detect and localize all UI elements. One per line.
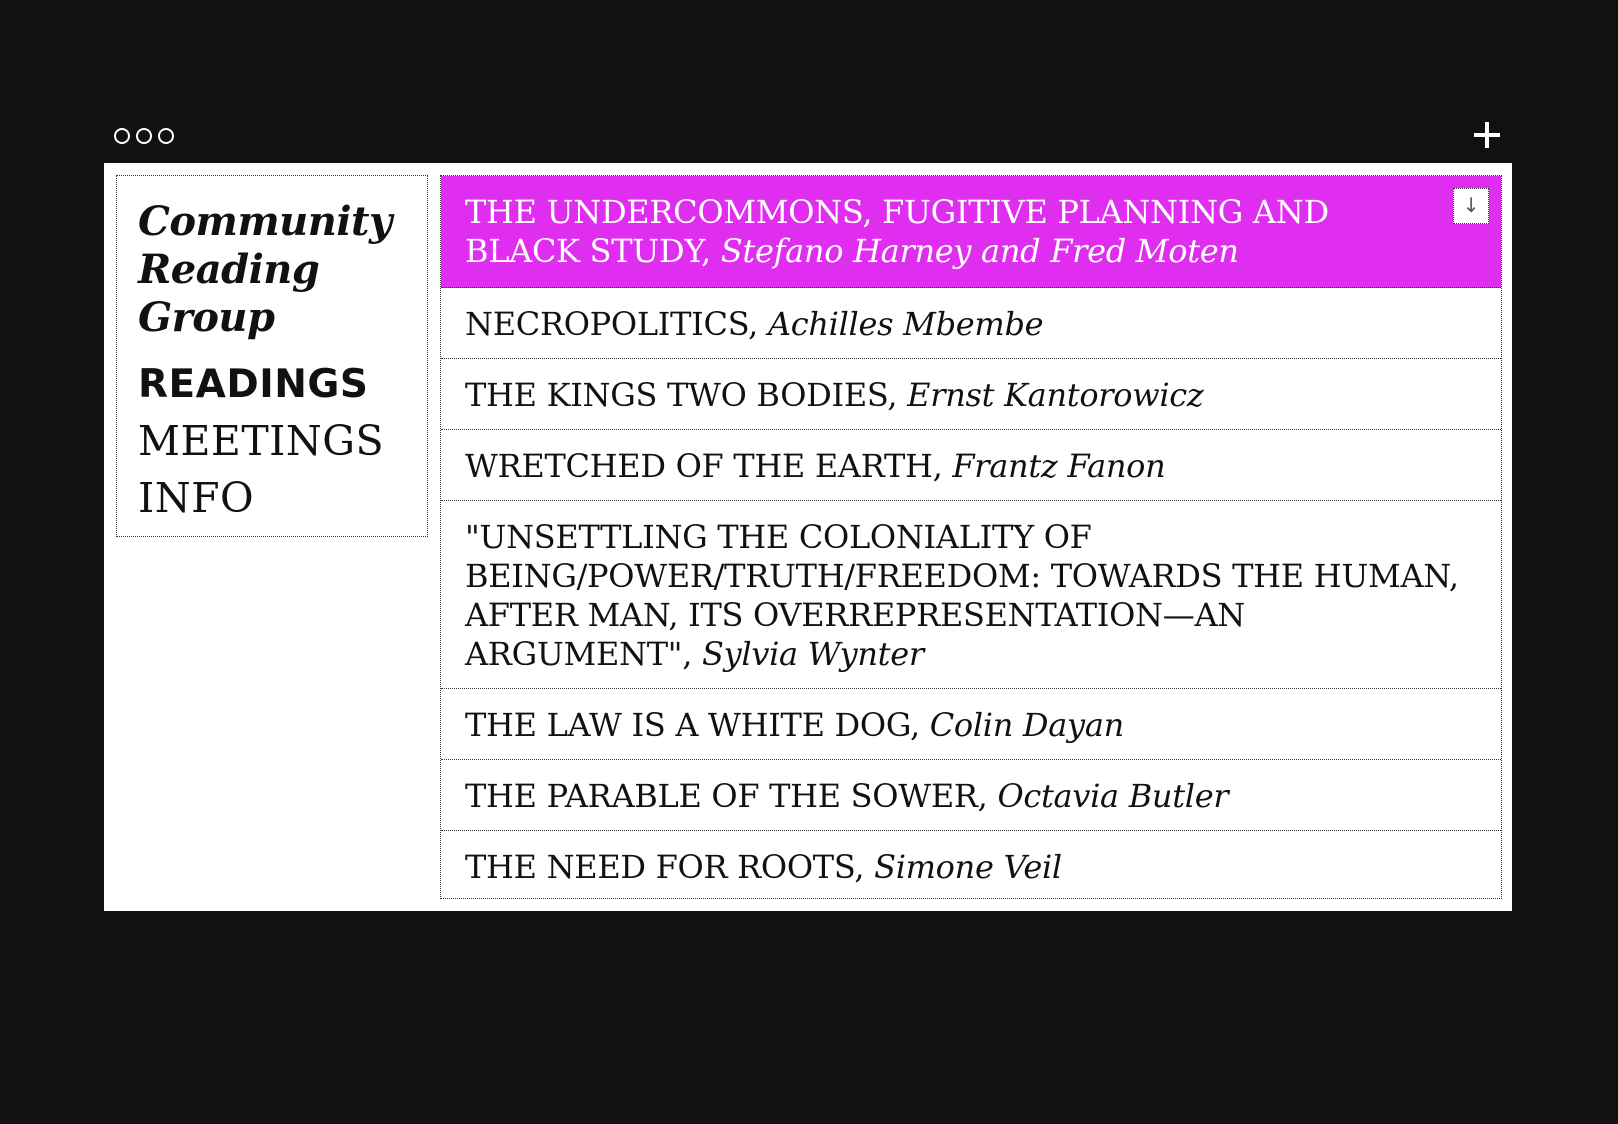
reading-author: Simone Veil: [874, 848, 1062, 886]
reading-author: Colin Dayan: [929, 706, 1124, 744]
window-dot-icon[interactable]: [158, 128, 174, 144]
reading-author: Frantz Fanon: [952, 447, 1166, 485]
nav-item-info[interactable]: INFO: [138, 474, 255, 522]
download-arrow-icon[interactable]: ↓: [1453, 188, 1489, 224]
reading-author: Octavia Butler: [997, 777, 1229, 815]
reading-author: Sylvia Wynter: [701, 635, 924, 673]
reading-author: Stefano Harney and Fred Moten: [720, 232, 1239, 270]
reading-title: THE LAW IS A WHITE DOG,: [465, 706, 920, 744]
reading-title: WRETCHED OF THE EARTH,: [465, 447, 943, 485]
reading-author: Achilles Mbembe: [767, 305, 1044, 343]
reading-title: NECROPOLITICS,: [465, 305, 759, 343]
sidebar: [116, 175, 428, 537]
reading-item[interactable]: [441, 831, 1501, 898]
main-panel: [104, 163, 1512, 911]
window-dot-icon[interactable]: [114, 128, 130, 144]
main-nav: [138, 356, 427, 527]
reading-item[interactable]: [441, 689, 1501, 760]
reading-title: THE KINGS TWO BODIES,: [465, 376, 898, 414]
nav-item-meetings[interactable]: MEETINGS: [138, 417, 385, 465]
window-dot-icon[interactable]: [136, 128, 152, 144]
reading-title: THE NEED FOR ROOTS,: [465, 848, 865, 886]
reading-item[interactable]: [441, 359, 1501, 430]
reading-item[interactable]: [441, 176, 1501, 288]
reading-item[interactable]: [441, 501, 1501, 689]
reading-item[interactable]: [441, 760, 1501, 831]
reading-author: Ernst Kantorowicz: [907, 376, 1204, 414]
window-controls: [114, 128, 174, 144]
nav-item-readings[interactable]: READINGS: [138, 362, 369, 407]
readings-list: [440, 175, 1502, 899]
plus-icon[interactable]: [1472, 120, 1502, 150]
reading-title: "UNSETTLING THE COLONIALITY OF BEING/POWER/TRUTH/FREEDOM: TOWARDS THE HUMAN, AFTER MAN, ITS OVERREPRESENTATION—AN ARGUMENT",: [465, 518, 1459, 673]
reading-item[interactable]: [441, 288, 1501, 359]
reading-title: THE UNDERCOMMONS, FUGITIVE PLANNING AND BLACK STUDY,: [465, 193, 1329, 270]
reading-item[interactable]: [441, 430, 1501, 501]
reading-title: THE PARABLE OF THE SOWER,: [465, 777, 988, 815]
site-title[interactable]: Community Reading Group: [138, 198, 392, 341]
